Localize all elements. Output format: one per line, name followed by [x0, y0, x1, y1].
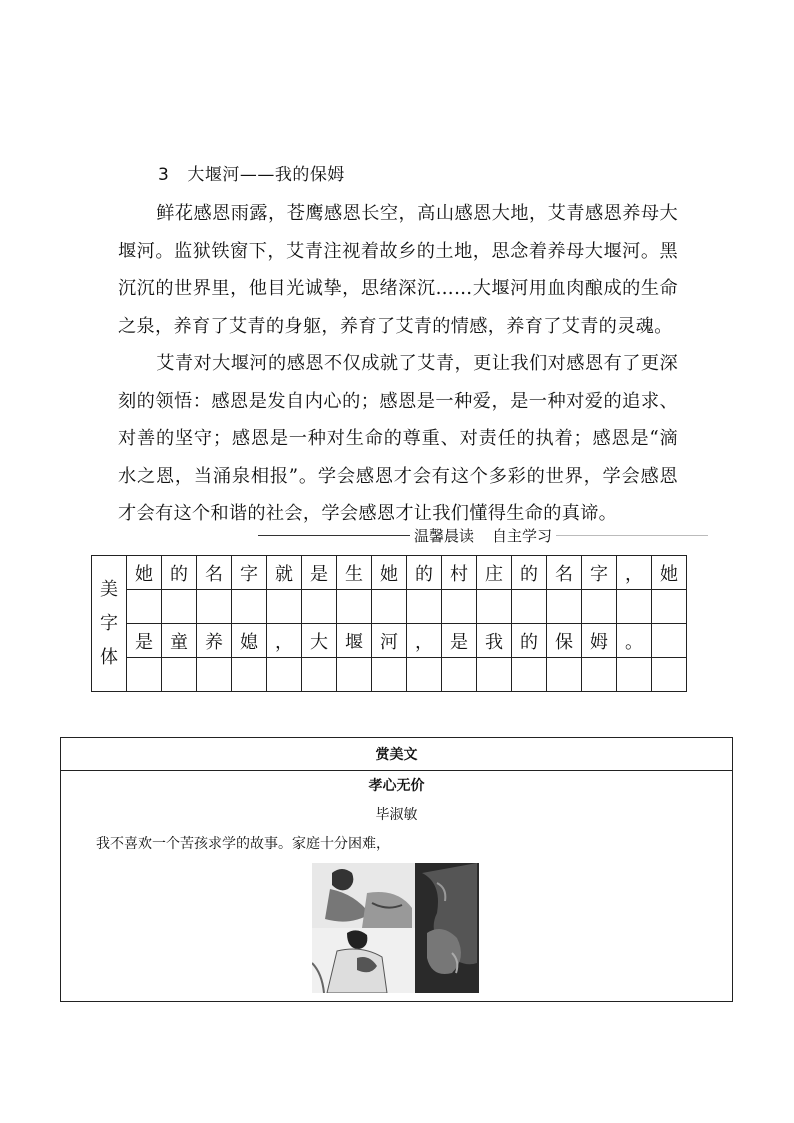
- grid-cell: [617, 590, 652, 624]
- grid-cell: [302, 658, 337, 692]
- appreciate-box: [60, 737, 733, 1002]
- grid-cell: 姆: [582, 624, 617, 658]
- grid-cell: [232, 590, 267, 624]
- grid-cell: 的: [162, 556, 197, 590]
- essay-illustration: [312, 863, 479, 993]
- illustration-image: [312, 863, 479, 993]
- copybook-label-char: 美: [100, 578, 118, 600]
- grid-cell: [162, 658, 197, 692]
- grid-row: [92, 590, 687, 624]
- intro-paragraph-2: 艾青对大堰河的感恩不仅成就了艾青，更让我们对感恩有了更深刻的领悟：感恩是发自内心的；感恩是一种爱，是一种对爱的追求、对善的坚守；感恩是一种对生命的尊重、对责任的执着；感恩是“滴水之恩，当涌泉相报”。学会感恩才会有这个多彩的世界，学会感恩才会有这个和谐的社会，学会感恩才让我们懂得生命的真谛。: [118, 353, 678, 524]
- grid-cell: [442, 658, 477, 692]
- grid-cell: [267, 590, 302, 624]
- grid-cell: [407, 658, 442, 692]
- grid-cell: [582, 590, 617, 624]
- grid-cell: 字: [582, 556, 617, 590]
- grid-cell: 童: [162, 624, 197, 658]
- grid-cell: [582, 658, 617, 692]
- copybook-label-char: 字: [100, 612, 118, 634]
- grid-cell: 保: [547, 624, 582, 658]
- lesson-title-text: 大堰河——我的保姆: [187, 165, 345, 185]
- lesson-title: [158, 160, 345, 185]
- grid-cell: [477, 658, 512, 692]
- grid-cell: [407, 590, 442, 624]
- grid-row: [92, 624, 687, 658]
- grid-cell: [302, 590, 337, 624]
- grid-cell: 她: [652, 556, 687, 590]
- grid-cell: 字: [232, 556, 267, 590]
- grid-cell: ，: [407, 624, 442, 658]
- grid-cell: [267, 658, 302, 692]
- grid-row: [92, 556, 687, 590]
- grid-cell: 生: [337, 556, 372, 590]
- section-heading-right: 自主学习: [492, 526, 553, 545]
- grid-cell: 大: [302, 624, 337, 658]
- grid-cell: [617, 658, 652, 692]
- grid-cell: [197, 590, 232, 624]
- section-heading-text: [410, 525, 556, 546]
- essay-first-line: 我不喜欢一个苦孩求学的故事。家庭十分困难，: [96, 836, 390, 852]
- grid-cell: ，: [617, 556, 652, 590]
- grid-cell: 媳: [232, 624, 267, 658]
- grid-cell: [652, 658, 687, 692]
- intro-paragraph-1: 鲜花感恩雨露，苍鹰感恩长空，高山感恩大地，艾青感恩养母大堰河。监狱铁窗下，艾青注视着故乡的土地，思念着养母大堰河。黑沉沉的世界里，他目光诚挚，思绪深沉……大堰河用血肉酿成的生命之泉，养育了艾青的身躯，养育了艾青的情感，养育了艾青的灵魂。: [118, 203, 678, 337]
- grid-cell: [337, 658, 372, 692]
- grid-cell: [512, 590, 547, 624]
- grid-cell: [372, 590, 407, 624]
- grid-cell: ，: [267, 624, 302, 658]
- grid-cell: 她: [372, 556, 407, 590]
- appreciate-heading: 赏美文: [61, 738, 732, 771]
- grid-cell: [652, 624, 687, 658]
- grid-cell: 河: [372, 624, 407, 658]
- copybook-label: [92, 556, 127, 692]
- grid-cell: 的: [512, 624, 547, 658]
- grid-cell: [547, 590, 582, 624]
- grid-cell: [512, 658, 547, 692]
- grid-cell: 是: [127, 624, 162, 658]
- grid-cell: 是: [302, 556, 337, 590]
- grid-cell: 名: [547, 556, 582, 590]
- grid-cell: [232, 658, 267, 692]
- grid-cell: [337, 590, 372, 624]
- grid-cell: 我: [477, 624, 512, 658]
- intro-text: [118, 195, 678, 533]
- grid-cell: [547, 658, 582, 692]
- grid-cell: [372, 658, 407, 692]
- section-heading-left: 温馨晨读: [413, 526, 474, 545]
- lesson-number: 3: [158, 165, 170, 185]
- grid-cell: 的: [407, 556, 442, 590]
- grid-cell: 名: [197, 556, 232, 590]
- grid-cell: 庄: [477, 556, 512, 590]
- grid-cell: [652, 590, 687, 624]
- grid-cell: 她: [127, 556, 162, 590]
- copybook-grid: [91, 555, 687, 692]
- grid-cell: [127, 590, 162, 624]
- essay-author: 毕淑敏: [375, 807, 418, 823]
- grid-cell: 养: [197, 624, 232, 658]
- grid-cell: 村: [442, 556, 477, 590]
- heading-rule-left: [258, 535, 410, 536]
- grid-cell: 。: [617, 624, 652, 658]
- grid-cell: [197, 658, 232, 692]
- grid-cell: 就: [267, 556, 302, 590]
- grid-cell: 的: [512, 556, 547, 590]
- grid-cell: 是: [442, 624, 477, 658]
- grid-cell: [477, 590, 512, 624]
- grid-cell: [127, 658, 162, 692]
- grid-cell: [442, 590, 477, 624]
- section-heading: [258, 524, 708, 546]
- grid-cell: [162, 590, 197, 624]
- copybook-label-char: 体: [100, 646, 118, 668]
- essay-title: 孝心无价: [368, 778, 425, 794]
- grid-row: [92, 658, 687, 692]
- heading-rule-right: [556, 535, 708, 536]
- grid-cell: 堰: [337, 624, 372, 658]
